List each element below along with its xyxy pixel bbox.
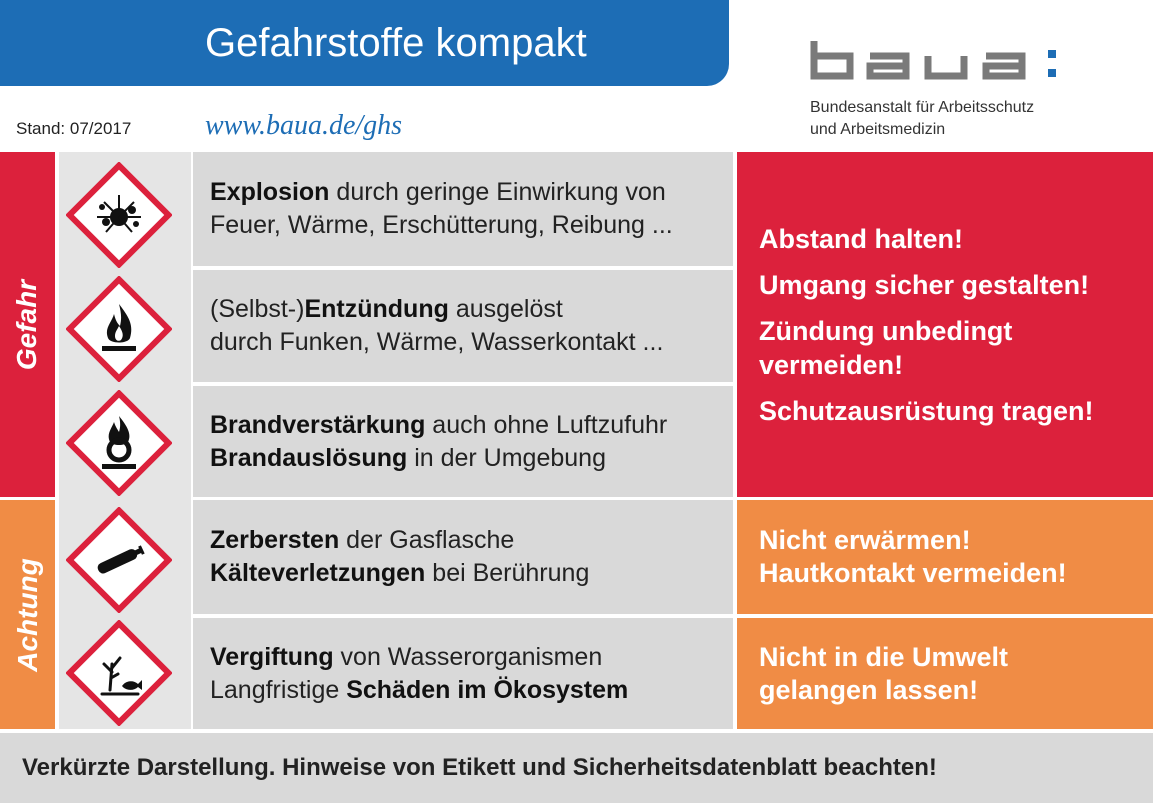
hazard-row-gas: [193, 500, 733, 614]
baua-logo-mark: [810, 38, 1065, 83]
footer-note: [0, 733, 1153, 803]
gas-cylinder-icon: [66, 507, 172, 613]
flame-icon: [66, 276, 172, 382]
row-line: Explosion durch geringe Einwirkung von: [210, 178, 666, 206]
environment-icon: [66, 620, 172, 726]
row-line: Vergiftung von Wasserorganismen: [210, 642, 603, 671]
logo-subtitle-1: Bundesanstalt für Arbeitsschutz: [810, 99, 1035, 116]
action-text: Abstand halten!: [759, 223, 964, 254]
baua-logo: [810, 38, 1070, 138]
row-line: Kälteverletzungen bei Berührung: [210, 559, 590, 587]
flame-over-circle-icon: [66, 390, 172, 496]
website-link[interactable]: www.baua.de/ghs: [205, 110, 403, 141]
stand-date: Stand: 07/2017: [16, 119, 132, 138]
action-text: Umgang sicher gestalten!: [759, 269, 1090, 300]
gefahr-label: Gefahr: [11, 279, 43, 370]
row-line: Brandauslösung in der Umgebung: [210, 443, 606, 472]
actions-gefahr: [737, 152, 1153, 497]
row-line: Zerbersten der Gasflasche: [210, 526, 515, 554]
explosive-icon: [66, 162, 172, 268]
action-text: Schutzausrüstung tragen!: [759, 395, 1094, 426]
row-line: (Selbst-)Entzündung ausgelöst: [210, 295, 563, 323]
actions-achtung-environment: [737, 618, 1153, 729]
section-label-achtung: [0, 500, 55, 729]
hazard-row-explosion: [193, 152, 733, 266]
footer-text: Verkürzte Darstellung. Hinweise von Etikett und Sicherheitsdatenblatt beachten!: [22, 754, 937, 781]
action-text: gelangen lassen!: [759, 674, 979, 705]
logo-subtitle-2: und Arbeitsmedizin: [810, 121, 946, 138]
pictogram-column: [59, 152, 191, 729]
action-text: Nicht in die Umwelt: [759, 641, 1009, 672]
page-title: Gefahrstoffe kompakt: [205, 20, 587, 65]
achtung-label: Achtung: [11, 557, 43, 672]
actions-achtung-gas: [737, 500, 1153, 614]
hazard-row-oxidizing: [193, 386, 733, 497]
row-line: Brandverstärkung auch ohne Luftzufuhr: [210, 410, 668, 439]
row-line: Langfristige Schäden im Ökosystem: [210, 675, 629, 704]
row-line: durch Funken, Wärme, Wasserkontakt ...: [210, 328, 664, 356]
action-text: Zündung unbedingt vermeiden!: [759, 315, 1013, 380]
hazard-row-ignition: [193, 270, 733, 382]
section-label-gefahr: [0, 152, 55, 497]
row-line: Feuer, Wärme, Erschütterung, Reibung ...: [210, 211, 673, 239]
hazard-row-environment: [193, 618, 733, 729]
title-bar: [0, 0, 729, 86]
action-text: Nicht erwärmen!: [759, 525, 971, 555]
action-text: Hautkontakt vermeiden!: [759, 558, 1067, 588]
